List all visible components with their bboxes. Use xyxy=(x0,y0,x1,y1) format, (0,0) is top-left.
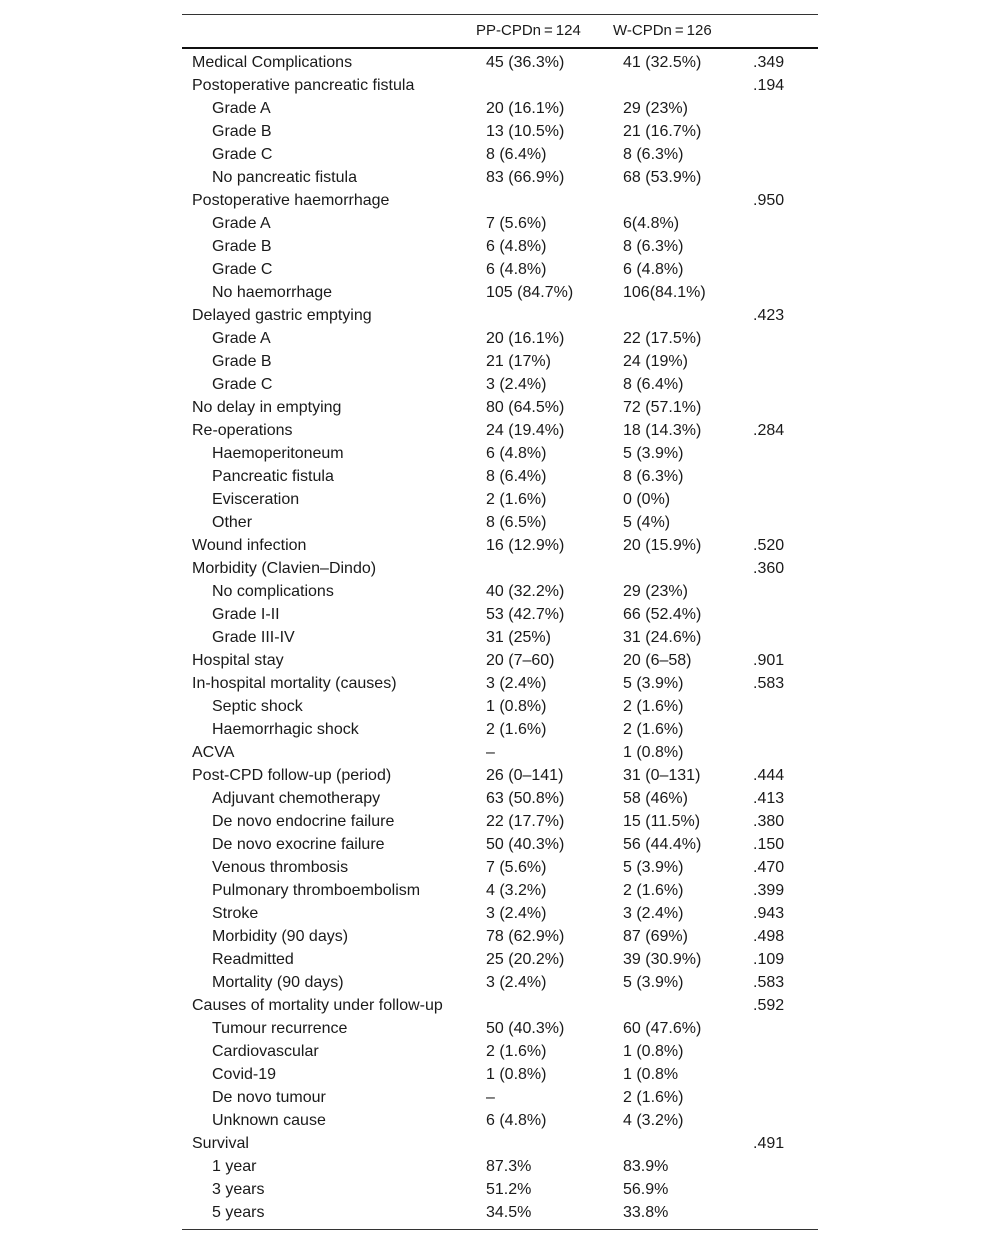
row-w-cpd-value: 56 (44.4%) xyxy=(623,835,702,853)
row-w-cpd-value: 8 (6.3%) xyxy=(623,237,684,255)
row-label: Post-CPD follow-up (period) xyxy=(192,766,392,784)
row-pp-cpd-value xyxy=(476,304,613,327)
row-label: Re-operations xyxy=(192,421,293,439)
row-pp-cpd-value: – xyxy=(486,1088,495,1106)
row-label: Postoperative haemorrhage xyxy=(192,191,390,209)
table-row xyxy=(182,1086,818,1109)
row-label: Grade I-II xyxy=(212,605,280,623)
row-pp-cpd-value xyxy=(476,74,613,97)
row-w-cpd-value: 24 (19%) xyxy=(623,352,688,370)
row-pp-cpd-value: 6 (4.8%) xyxy=(486,1111,547,1129)
table-row xyxy=(182,373,818,396)
row-w-cpd-value xyxy=(613,557,743,580)
row-p-value xyxy=(743,258,818,281)
table-row xyxy=(182,810,818,833)
table-row xyxy=(182,120,818,143)
row-p-value: .150 xyxy=(753,835,785,853)
row-w-cpd-value xyxy=(613,74,743,97)
table-row xyxy=(182,1178,818,1201)
row-p-value xyxy=(743,350,818,373)
row-pp-cpd-value: 53 (42.7%) xyxy=(486,605,565,623)
table-row xyxy=(182,603,818,626)
row-p-value xyxy=(743,718,818,741)
row-label: De novo endocrine failure xyxy=(212,812,395,830)
row-p-value: .592 xyxy=(753,996,785,1014)
row-w-cpd-value: 58 (46%) xyxy=(623,789,688,807)
table-row xyxy=(182,327,818,350)
row-p-value xyxy=(743,695,818,718)
header-pp-cpd: PP-CPDn = 124 xyxy=(476,15,613,48)
row-p-value: .583 xyxy=(753,674,785,692)
row-label: Grade B xyxy=(212,237,272,255)
row-w-cpd-value: 8 (6.3%) xyxy=(623,467,684,485)
table-row xyxy=(182,764,818,787)
row-pp-cpd-value: 8 (6.4%) xyxy=(486,467,547,485)
row-p-value: .360 xyxy=(753,559,785,577)
row-pp-cpd-value: 13 (10.5%) xyxy=(486,122,565,140)
results-table-container xyxy=(182,14,818,1230)
row-pp-cpd-value xyxy=(476,994,613,1017)
row-w-cpd-value xyxy=(613,189,743,212)
row-w-cpd-value: 6 (4.8%) xyxy=(623,260,684,278)
row-p-value: .349 xyxy=(753,53,785,71)
row-pp-cpd-value: 6 (4.8%) xyxy=(486,444,547,462)
row-w-cpd-value: 20 (15.9%) xyxy=(623,536,702,554)
row-p-value xyxy=(743,1155,818,1178)
row-p-value: .109 xyxy=(753,950,785,968)
row-label: Causes of mortality under follow-up xyxy=(192,996,443,1014)
row-pp-cpd-value: 20 (7–60) xyxy=(486,651,555,669)
row-w-cpd-value: 106(84.1%) xyxy=(623,283,706,301)
row-pp-cpd-value: 63 (50.8%) xyxy=(486,789,565,807)
row-pp-cpd-value: 24 (19.4%) xyxy=(486,421,565,439)
row-label: Survival xyxy=(192,1134,249,1152)
row-p-value xyxy=(743,603,818,626)
table-row xyxy=(182,925,818,948)
table-bottom-rule xyxy=(182,1229,818,1230)
row-w-cpd-value: 18 (14.3%) xyxy=(623,421,702,439)
row-w-cpd-value: 5 (3.9%) xyxy=(623,858,684,876)
row-w-cpd-value: 2 (1.6%) xyxy=(623,720,684,738)
table-row xyxy=(182,856,818,879)
row-label: No pancreatic fistula xyxy=(212,168,357,186)
row-pp-cpd-value: 8 (6.4%) xyxy=(486,145,547,163)
row-pp-cpd-value: 105 (84.7%) xyxy=(486,283,574,301)
row-label: Morbidity (90 days) xyxy=(212,927,349,945)
row-p-value xyxy=(743,1201,818,1224)
row-w-cpd-value: 21 (16.7%) xyxy=(623,122,702,140)
row-p-value xyxy=(743,580,818,603)
row-pp-cpd-value xyxy=(476,557,613,580)
row-label: No complications xyxy=(212,582,334,600)
row-w-cpd-value xyxy=(613,304,743,327)
row-w-cpd-value: 29 (23%) xyxy=(623,99,688,117)
table-row xyxy=(182,948,818,971)
table-row xyxy=(182,787,818,810)
row-w-cpd-value: 8 (6.3%) xyxy=(623,145,684,163)
row-pp-cpd-value: 50 (40.3%) xyxy=(486,1019,565,1037)
row-pp-cpd-value: 87.3% xyxy=(486,1157,532,1175)
row-label: Grade B xyxy=(212,352,272,370)
table-row xyxy=(182,304,818,327)
row-label: Haemorrhagic shock xyxy=(212,720,359,738)
row-w-cpd-value: 31 (0–131) xyxy=(623,766,701,784)
row-p-value: .399 xyxy=(753,881,785,899)
row-w-cpd-value: 56.9% xyxy=(623,1180,669,1198)
row-pp-cpd-value: 22 (17.7%) xyxy=(486,812,565,830)
row-w-cpd-value: 20 (6–58) xyxy=(623,651,692,669)
row-pp-cpd-value: 31 (25%) xyxy=(486,628,551,646)
row-label: 3 years xyxy=(212,1180,265,1198)
row-label: Other xyxy=(212,513,253,531)
row-p-value: .284 xyxy=(753,421,785,439)
row-pp-cpd-value: – xyxy=(486,743,495,761)
row-pp-cpd-value: 7 (5.6%) xyxy=(486,214,547,232)
row-label: Stroke xyxy=(212,904,259,922)
row-label: Medical Complications xyxy=(192,53,353,71)
row-p-value xyxy=(743,120,818,143)
row-label: In-hospital mortality (causes) xyxy=(192,674,397,692)
table-row xyxy=(182,258,818,281)
row-w-cpd-value: 22 (17.5%) xyxy=(623,329,702,347)
row-label: Tumour recurrence xyxy=(212,1019,348,1037)
row-p-value xyxy=(743,465,818,488)
row-w-cpd-value: 2 (1.6%) xyxy=(623,697,684,715)
table-row xyxy=(182,442,818,465)
row-pp-cpd-value: 21 (17%) xyxy=(486,352,551,370)
row-pp-cpd-value: 4 (3.2%) xyxy=(486,881,547,899)
row-label: Grade C xyxy=(212,145,273,163)
row-label: De novo exocrine failure xyxy=(212,835,385,853)
table-row xyxy=(182,971,818,994)
row-pp-cpd-value: 80 (64.5%) xyxy=(486,398,565,416)
row-p-value: .470 xyxy=(753,858,785,876)
row-w-cpd-value: 6(4.8%) xyxy=(623,214,680,232)
row-w-cpd-value: 60 (47.6%) xyxy=(623,1019,702,1037)
row-pp-cpd-value: 3 (2.4%) xyxy=(486,674,547,692)
table-row xyxy=(182,419,818,442)
row-w-cpd-value: 83.9% xyxy=(623,1157,669,1175)
row-label: Evisceration xyxy=(212,490,300,508)
header-p-value xyxy=(743,15,818,48)
header-label xyxy=(182,15,476,48)
table-row xyxy=(182,994,818,1017)
row-pp-cpd-value: 40 (32.2%) xyxy=(486,582,565,600)
row-p-value: .943 xyxy=(753,904,785,922)
row-pp-cpd-value xyxy=(476,1132,613,1155)
row-p-value xyxy=(743,327,818,350)
row-label: Adjuvant chemotherapy xyxy=(212,789,381,807)
table-row xyxy=(182,189,818,212)
table-row xyxy=(182,212,818,235)
row-p-value: .380 xyxy=(753,812,785,830)
row-w-cpd-value: 5 (4%) xyxy=(623,513,671,531)
row-p-value xyxy=(743,1178,818,1201)
row-w-cpd-value: 39 (30.9%) xyxy=(623,950,702,968)
row-p-value: .491 xyxy=(753,1134,785,1152)
row-pp-cpd-value: 2 (1.6%) xyxy=(486,1042,547,1060)
row-w-cpd-value: 41 (32.5%) xyxy=(623,53,702,71)
row-pp-cpd-value: 34.5% xyxy=(486,1203,532,1221)
row-pp-cpd-value: 6 (4.8%) xyxy=(486,260,547,278)
row-p-value xyxy=(743,626,818,649)
row-pp-cpd-value: 20 (16.1%) xyxy=(486,329,565,347)
row-pp-cpd-value: 8 (6.5%) xyxy=(486,513,547,531)
row-label: No haemorrhage xyxy=(212,283,333,301)
row-p-value xyxy=(743,511,818,534)
row-p-value: .413 xyxy=(753,789,785,807)
table-row xyxy=(182,74,818,97)
table-row xyxy=(182,48,818,74)
row-pp-cpd-value: 45 (36.3%) xyxy=(486,53,565,71)
row-label: Postoperative pancreatic fistula xyxy=(192,76,415,94)
row-w-cpd-value: 5 (3.9%) xyxy=(623,973,684,991)
table-row xyxy=(182,1109,818,1132)
row-p-value xyxy=(743,741,818,764)
row-label: Grade A xyxy=(212,329,271,347)
table-header-row xyxy=(182,15,818,48)
table-row xyxy=(182,902,818,925)
row-w-cpd-value: 66 (52.4%) xyxy=(623,605,702,623)
row-p-value xyxy=(743,281,818,304)
row-label: Readmitted xyxy=(212,950,294,968)
row-p-value: .520 xyxy=(753,536,785,554)
table-row xyxy=(182,649,818,672)
table-row xyxy=(182,580,818,603)
table-row xyxy=(182,166,818,189)
row-w-cpd-value: 2 (1.6%) xyxy=(623,881,684,899)
row-label: 5 years xyxy=(212,1203,265,1221)
row-pp-cpd-value: 2 (1.6%) xyxy=(486,720,547,738)
row-p-value xyxy=(743,212,818,235)
row-w-cpd-value: 5 (3.9%) xyxy=(623,444,684,462)
row-w-cpd-value: 0 (0%) xyxy=(623,490,671,508)
row-pp-cpd-value: 3 (2.4%) xyxy=(486,375,547,393)
row-p-value xyxy=(743,166,818,189)
table-row xyxy=(182,741,818,764)
table-row xyxy=(182,534,818,557)
header-w-cpd: W-CPDn = 126 xyxy=(613,15,743,48)
row-pp-cpd-value: 3 (2.4%) xyxy=(486,973,547,991)
row-pp-cpd-value xyxy=(476,189,613,212)
table-row xyxy=(182,143,818,166)
row-p-value: .423 xyxy=(753,306,785,324)
row-pp-cpd-value: 50 (40.3%) xyxy=(486,835,565,853)
row-pp-cpd-value: 2 (1.6%) xyxy=(486,490,547,508)
row-p-value xyxy=(743,488,818,511)
table-row xyxy=(182,511,818,534)
row-label: Grade A xyxy=(212,214,271,232)
row-pp-cpd-value: 26 (0–141) xyxy=(486,766,564,784)
table-row xyxy=(182,235,818,258)
row-label: Haemoperitoneum xyxy=(212,444,344,462)
row-p-value: .498 xyxy=(753,927,785,945)
row-label: Grade B xyxy=(212,122,272,140)
table-row xyxy=(182,833,818,856)
row-p-value xyxy=(743,235,818,258)
row-pp-cpd-value: 3 (2.4%) xyxy=(486,904,547,922)
table-row xyxy=(182,488,818,511)
table-row xyxy=(182,695,818,718)
table-row xyxy=(182,1155,818,1178)
row-label: Grade C xyxy=(212,375,273,393)
row-w-cpd-value: 3 (2.4%) xyxy=(623,904,684,922)
row-label: No delay in emptying xyxy=(192,398,342,416)
row-label: Covid-19 xyxy=(212,1065,277,1083)
row-label: Unknown cause xyxy=(212,1111,326,1129)
row-w-cpd-value: 29 (23%) xyxy=(623,582,688,600)
row-label: 1 year xyxy=(212,1157,257,1175)
row-pp-cpd-value: 6 (4.8%) xyxy=(486,237,547,255)
row-w-cpd-value: 4 (3.2%) xyxy=(623,1111,684,1129)
row-p-value xyxy=(743,1017,818,1040)
row-label: Hospital stay xyxy=(192,651,284,669)
row-w-cpd-value: 15 (11.5%) xyxy=(623,812,701,830)
row-pp-cpd-value: 20 (16.1%) xyxy=(486,99,565,117)
table-row xyxy=(182,718,818,741)
row-p-value: .194 xyxy=(753,76,785,94)
table-row xyxy=(182,1201,818,1224)
row-p-value: .901 xyxy=(753,651,785,669)
row-pp-cpd-value: 1 (0.8%) xyxy=(486,1065,547,1083)
row-p-value: .444 xyxy=(753,766,785,784)
row-label: Cardiovascular xyxy=(212,1042,319,1060)
row-pp-cpd-value: 83 (66.9%) xyxy=(486,168,565,186)
row-pp-cpd-value: 51.2% xyxy=(486,1180,532,1198)
row-label: Grade III-IV xyxy=(212,628,295,646)
table-row xyxy=(182,1017,818,1040)
row-label: Morbidity (Clavien–Dindo) xyxy=(192,559,377,577)
row-pp-cpd-value: 1 (0.8%) xyxy=(486,697,547,715)
row-p-value xyxy=(743,1109,818,1132)
row-w-cpd-value: 87 (69%) xyxy=(623,927,688,945)
table-row xyxy=(182,879,818,902)
row-label: Mortality (90 days) xyxy=(212,973,344,991)
results-table xyxy=(182,14,818,1224)
row-w-cpd-value: 2 (1.6%) xyxy=(623,1088,684,1106)
row-w-cpd-value xyxy=(613,994,743,1017)
row-p-value xyxy=(743,143,818,166)
row-p-value: .583 xyxy=(753,973,785,991)
row-w-cpd-value xyxy=(613,1132,743,1155)
table-row xyxy=(182,1063,818,1086)
table-row xyxy=(182,350,818,373)
row-label: De novo tumour xyxy=(212,1088,326,1106)
row-w-cpd-value: 1 (0.8% xyxy=(623,1065,679,1083)
row-pp-cpd-value: 16 (12.9%) xyxy=(486,536,565,554)
row-w-cpd-value: 31 (24.6%) xyxy=(623,628,702,646)
row-label: ACVA xyxy=(192,743,235,761)
row-w-cpd-value: 5 (3.9%) xyxy=(623,674,684,692)
row-w-cpd-value: 1 (0.8%) xyxy=(623,1042,684,1060)
table-row xyxy=(182,1040,818,1063)
row-label: Grade A xyxy=(212,99,271,117)
table-body xyxy=(182,48,818,1224)
table-row xyxy=(182,557,818,580)
table-row xyxy=(182,465,818,488)
row-label: Delayed gastric emptying xyxy=(192,306,372,324)
row-pp-cpd-value: 7 (5.6%) xyxy=(486,858,547,876)
row-w-cpd-value: 1 (0.8%) xyxy=(623,743,684,761)
row-p-value xyxy=(743,396,818,419)
table-row xyxy=(182,396,818,419)
row-pp-cpd-value: 25 (20.2%) xyxy=(486,950,565,968)
table-row xyxy=(182,1132,818,1155)
row-p-value: .950 xyxy=(753,191,785,209)
table-row xyxy=(182,672,818,695)
row-w-cpd-value: 8 (6.4%) xyxy=(623,375,684,393)
row-label: Pulmonary thromboembolism xyxy=(212,881,421,899)
row-w-cpd-value: 68 (53.9%) xyxy=(623,168,702,186)
row-label: Septic shock xyxy=(212,697,303,715)
row-p-value xyxy=(743,1040,818,1063)
row-p-value xyxy=(743,1063,818,1086)
row-pp-cpd-value: 78 (62.9%) xyxy=(486,927,565,945)
row-label: Grade C xyxy=(212,260,273,278)
table-row xyxy=(182,281,818,304)
row-label: Pancreatic fistula xyxy=(212,467,334,485)
row-label: Wound infection xyxy=(192,536,307,554)
row-p-value xyxy=(743,442,818,465)
row-p-value xyxy=(743,373,818,396)
row-label: Venous thrombosis xyxy=(212,858,349,876)
row-p-value xyxy=(743,1086,818,1109)
row-p-value xyxy=(743,97,818,120)
table-row xyxy=(182,97,818,120)
row-w-cpd-value: 33.8% xyxy=(623,1203,669,1221)
table-row xyxy=(182,626,818,649)
row-w-cpd-value: 72 (57.1%) xyxy=(623,398,702,416)
